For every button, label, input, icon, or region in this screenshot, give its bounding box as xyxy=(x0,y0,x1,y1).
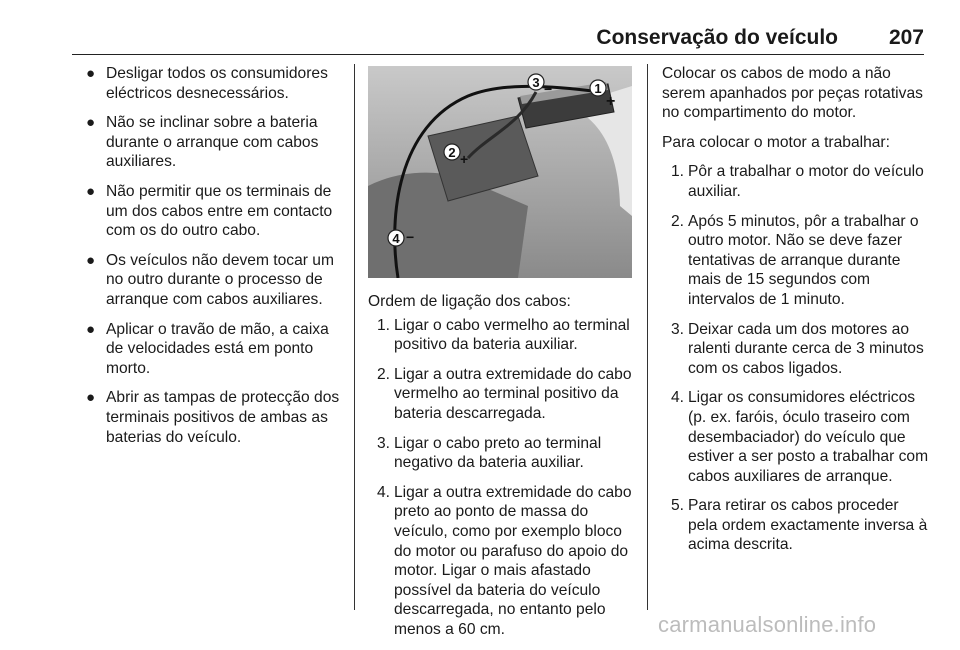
column-divider xyxy=(354,64,355,610)
bullet-icon: ● xyxy=(86,65,96,82)
page-number: 207 xyxy=(888,26,924,49)
bullet-text: Não permitir que os terminais de um dos cabos entre em contacto com os do outro cabo. xyxy=(106,182,333,240)
paragraph: Colocar os cabos de modo a não serem apanhados por peças rotativas no compartimento do motor. xyxy=(662,65,923,122)
step-number: 1. xyxy=(670,163,684,181)
bullet-text: Desligar todos os consumidores eléctricos desnecessários. xyxy=(106,65,328,102)
numbered-step xyxy=(368,365,634,424)
step-text: Pôr a trabalhar o motor do veículo auxiliar. xyxy=(688,163,924,200)
step-text: Ligar o cabo vermelho ao terminal positivo da bateria auxiliar. xyxy=(394,316,630,354)
bullet-icon: ● xyxy=(86,182,96,200)
bullet-text: Aplicar o travão de mão, a caixa de velocidades está em ponto morto. xyxy=(106,320,329,377)
step-text: Ligar o cabo preto ao terminal negativo da bateria auxiliar. xyxy=(394,434,602,472)
header-rule xyxy=(72,54,924,55)
step-text: Ligar os consumidores eléctricos (p. ex. faróis, óculo traseiro com desembaciador) do veículo que estiver a ser posto a trabalhar com cabos auxiliares de arranque. xyxy=(688,389,929,485)
numbered-step xyxy=(368,483,634,640)
bullet-item xyxy=(82,320,344,379)
minus-sign: − xyxy=(406,229,415,245)
step-text: Ligar a outra extremidade do cabo preto ao ponto de massa do veículo, como por exemplo bloco do motor ou parafuso do apoio do motor. Ligar o mais afastado possível da bateria do veículo descarregada, no entanto pelo menos a 60 cm. xyxy=(394,483,632,638)
plus-sign: + xyxy=(460,151,469,167)
column-middle xyxy=(368,64,634,650)
bullet-item xyxy=(82,113,344,172)
numbered-step xyxy=(368,434,634,473)
step-number: 4. xyxy=(670,389,684,407)
step-number: 5. xyxy=(670,497,684,515)
step-number: 2. xyxy=(670,212,684,230)
bullet-item xyxy=(82,64,344,103)
bullet-text: Abrir as tampas de protecção dos terminais positivos de ambas as baterias do veículo. xyxy=(106,389,340,446)
column-right xyxy=(662,64,932,565)
step-text: Para retirar os cabos proceder pela ordem exactamente inversa à acima descrita. xyxy=(688,497,928,554)
numbered-step xyxy=(662,162,932,201)
column-divider xyxy=(647,64,648,610)
bullet-item xyxy=(82,251,344,310)
steps-intro: Ordem de ligação dos cabos: xyxy=(368,293,571,310)
callout-1: 1 xyxy=(594,81,602,96)
plus-sign: + xyxy=(606,93,616,110)
bullet-text: Não se inclinar sobre a bateria durante o arranque com cabos auxiliares. xyxy=(106,114,319,171)
step-number: 3. xyxy=(376,434,390,452)
bullet-icon: ● xyxy=(86,320,96,338)
numbered-step xyxy=(662,212,932,310)
callout-2: 2 xyxy=(448,145,456,160)
watermark: carmanualsonline.info xyxy=(658,612,877,637)
step-text: Ligar a outra extremidade do cabo vermelho ao terminal positivo da bateria descarregada. xyxy=(394,365,632,422)
step-number: 4. xyxy=(376,483,390,501)
step-text: Deixar cada um dos motores ao ralenti durante cerca de 3 minutos com os cabos ligados. xyxy=(688,320,924,377)
section-title: Conservação do veículo xyxy=(596,26,838,49)
step-text: Após 5 minutos, pôr a trabalhar o outro motor. Não se deve fazer tentativas de arranque durante mais de 15 segundos com intervalos de 1 minuto. xyxy=(688,212,919,308)
bullet-item xyxy=(82,388,344,447)
step-number: 2. xyxy=(376,365,390,383)
column-left xyxy=(82,64,344,457)
bullet-icon: ● xyxy=(86,389,96,407)
minus-sign: − xyxy=(544,81,553,97)
callout-3: 3 xyxy=(532,75,540,90)
page-header xyxy=(72,26,924,50)
paragraph: Para colocar o motor a trabalhar: xyxy=(662,133,890,151)
step-number: 1. xyxy=(376,316,390,334)
numbered-step xyxy=(662,388,932,486)
bullet-icon: ● xyxy=(86,114,96,132)
bullet-text: Os veículos não devem tocar um no outro durante o processo de arranque com cabos auxiliares. xyxy=(106,251,334,308)
callout-4: 4 xyxy=(392,231,400,246)
numbered-step xyxy=(662,320,932,379)
bullet-item xyxy=(82,182,344,241)
numbered-step xyxy=(368,316,634,355)
step-number: 3. xyxy=(670,320,684,338)
numbered-step xyxy=(662,496,932,555)
bullet-icon: ● xyxy=(86,251,96,269)
